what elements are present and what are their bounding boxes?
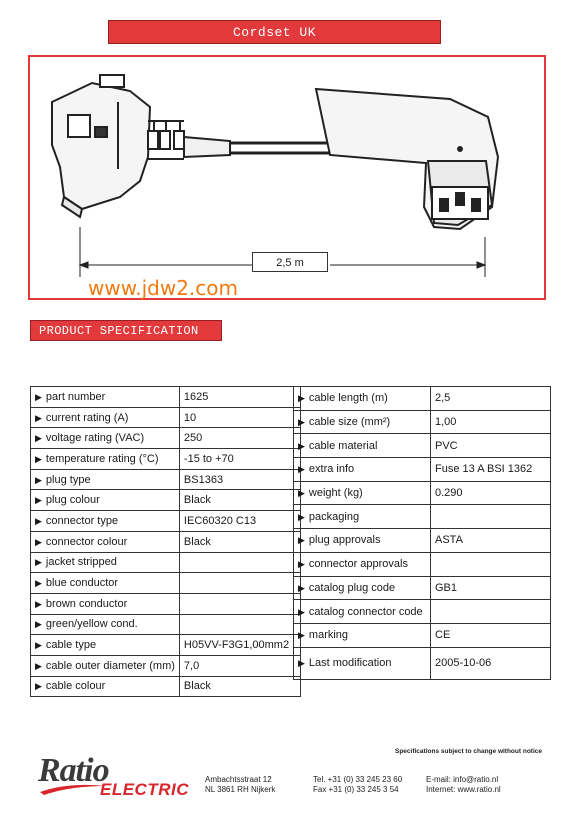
uk-plug-body [52, 83, 150, 209]
spec-value: GB1 [431, 576, 551, 600]
table-row [294, 410, 551, 434]
address-line2: NL 3861 RH Nijkerk [205, 785, 276, 794]
company-address [205, 775, 275, 795]
table-row [31, 490, 301, 511]
spec-label: ▶ marking [294, 623, 431, 647]
spec-label: ▶ temperature rating (°C) [31, 449, 180, 470]
spec-value: PVC [431, 434, 551, 458]
spec-label: ▶ cable length (m) [294, 387, 431, 411]
company-contact [426, 775, 501, 795]
table-row [31, 469, 301, 490]
table-row [294, 434, 551, 458]
spec-label: ▶ weight (kg) [294, 481, 431, 505]
spec-value: 2005-10-06 [431, 647, 551, 679]
spec-label: ▶ jacket stripped [31, 552, 180, 573]
spec-value [179, 573, 300, 594]
spec-value: 2,5 [431, 387, 551, 411]
spec-label: ▶ packaging [294, 505, 431, 529]
spec-label: ▶ connector type [31, 511, 180, 532]
spec-label: ▶ cable type [31, 635, 180, 656]
table-row [294, 387, 551, 411]
watermark-text: www.jdw2.com [88, 276, 238, 300]
spec-label: ▶ green/yellow cond. [31, 614, 180, 635]
table-row [31, 614, 301, 635]
table-row [294, 623, 551, 647]
spec-value: -15 to +70 [179, 449, 300, 470]
spec-label: ▶ cable outer diameter (mm) [31, 655, 180, 676]
table-row [31, 655, 301, 676]
spec-label: ▶ catalog connector code [294, 600, 431, 624]
spec-value: 7,0 [179, 655, 300, 676]
spec-value: 10 [179, 407, 300, 428]
ratio-logo [38, 752, 198, 802]
dimension-label: 2,5 m [252, 252, 328, 272]
logo-sub-text: ELECTRIC [100, 780, 189, 799]
notice-text: Specifications subject to change without notice [395, 748, 542, 755]
spec-value [179, 552, 300, 573]
spec-label: ▶ cable size (mm²) [294, 410, 431, 434]
table-row [31, 635, 301, 656]
spec-label: ▶ connector colour [31, 531, 180, 552]
company-phone [313, 775, 402, 795]
logo-main-text: Ratio [38, 752, 109, 789]
table-row [294, 481, 551, 505]
spec-label: ▶ plug type [31, 469, 180, 490]
table-row [294, 576, 551, 600]
table-row [294, 458, 551, 482]
spec-value: BS1363 [179, 469, 300, 490]
right-spec-table [293, 386, 551, 680]
spec-value: IEC60320 C13 [179, 511, 300, 532]
table-row [31, 387, 301, 408]
table-row [294, 647, 551, 679]
tel-number: Tel. +31 (0) 33 245 23 60 [313, 775, 403, 784]
spec-label: ▶ Last modification [294, 647, 431, 679]
spec-value: CE [431, 623, 551, 647]
spec-value: 1625 [179, 387, 300, 408]
fax-number: Fax +31 (0) 33 245 3 54 [313, 785, 399, 794]
section-title: PRODUCT SPECIFICATION [30, 320, 222, 341]
spec-value: 0.290 [431, 481, 551, 505]
email-address: E-mail: info@ratio.nl [426, 775, 499, 784]
address-line1: Ambachtsstraat 12 [205, 775, 272, 784]
table-row [31, 428, 301, 449]
table-row [294, 600, 551, 624]
table-row [31, 573, 301, 594]
table-row [31, 676, 301, 697]
spec-label: ▶ blue conductor [31, 573, 180, 594]
table-row [31, 593, 301, 614]
spec-label: ▶ cable colour [31, 676, 180, 697]
table-row [31, 552, 301, 573]
spec-value: Black [179, 676, 300, 697]
spec-value [431, 600, 551, 624]
spec-label: ▶ cable material [294, 434, 431, 458]
table-row [31, 531, 301, 552]
spec-label: ▶ voltage rating (VAC) [31, 428, 180, 449]
spec-value: 1,00 [431, 410, 551, 434]
spec-value: Black [179, 531, 300, 552]
left-spec-table [30, 386, 301, 697]
spec-value [179, 593, 300, 614]
table-row [294, 505, 551, 529]
spec-label: ▶ current rating (A) [31, 407, 180, 428]
spec-label: ▶ connector approvals [294, 552, 431, 576]
spec-label: ▶ extra info [294, 458, 431, 482]
table-row [31, 407, 301, 428]
table-row [294, 552, 551, 576]
table-row [31, 511, 301, 532]
spec-value: ASTA [431, 529, 551, 553]
website-address: Internet: www.ratio.nl [426, 785, 501, 794]
spec-label: ▶ plug colour [31, 490, 180, 511]
header-title: Cordset UK [108, 20, 441, 44]
spec-value [431, 552, 551, 576]
table-row [31, 449, 301, 470]
spec-value [179, 614, 300, 635]
spec-label: ▶ catalog plug code [294, 576, 431, 600]
spec-value [431, 505, 551, 529]
spec-label: ▶ brown conductor [31, 593, 180, 614]
spec-value: 250 [179, 428, 300, 449]
spec-label: ▶ part number [31, 387, 180, 408]
spec-value: H05VV-F3G1,00mm2 [179, 635, 300, 656]
spec-value: Black [179, 490, 300, 511]
table-row [294, 529, 551, 553]
spec-value: Fuse 13 A BSI 1362 [431, 458, 551, 482]
spec-label: ▶ plug approvals [294, 529, 431, 553]
